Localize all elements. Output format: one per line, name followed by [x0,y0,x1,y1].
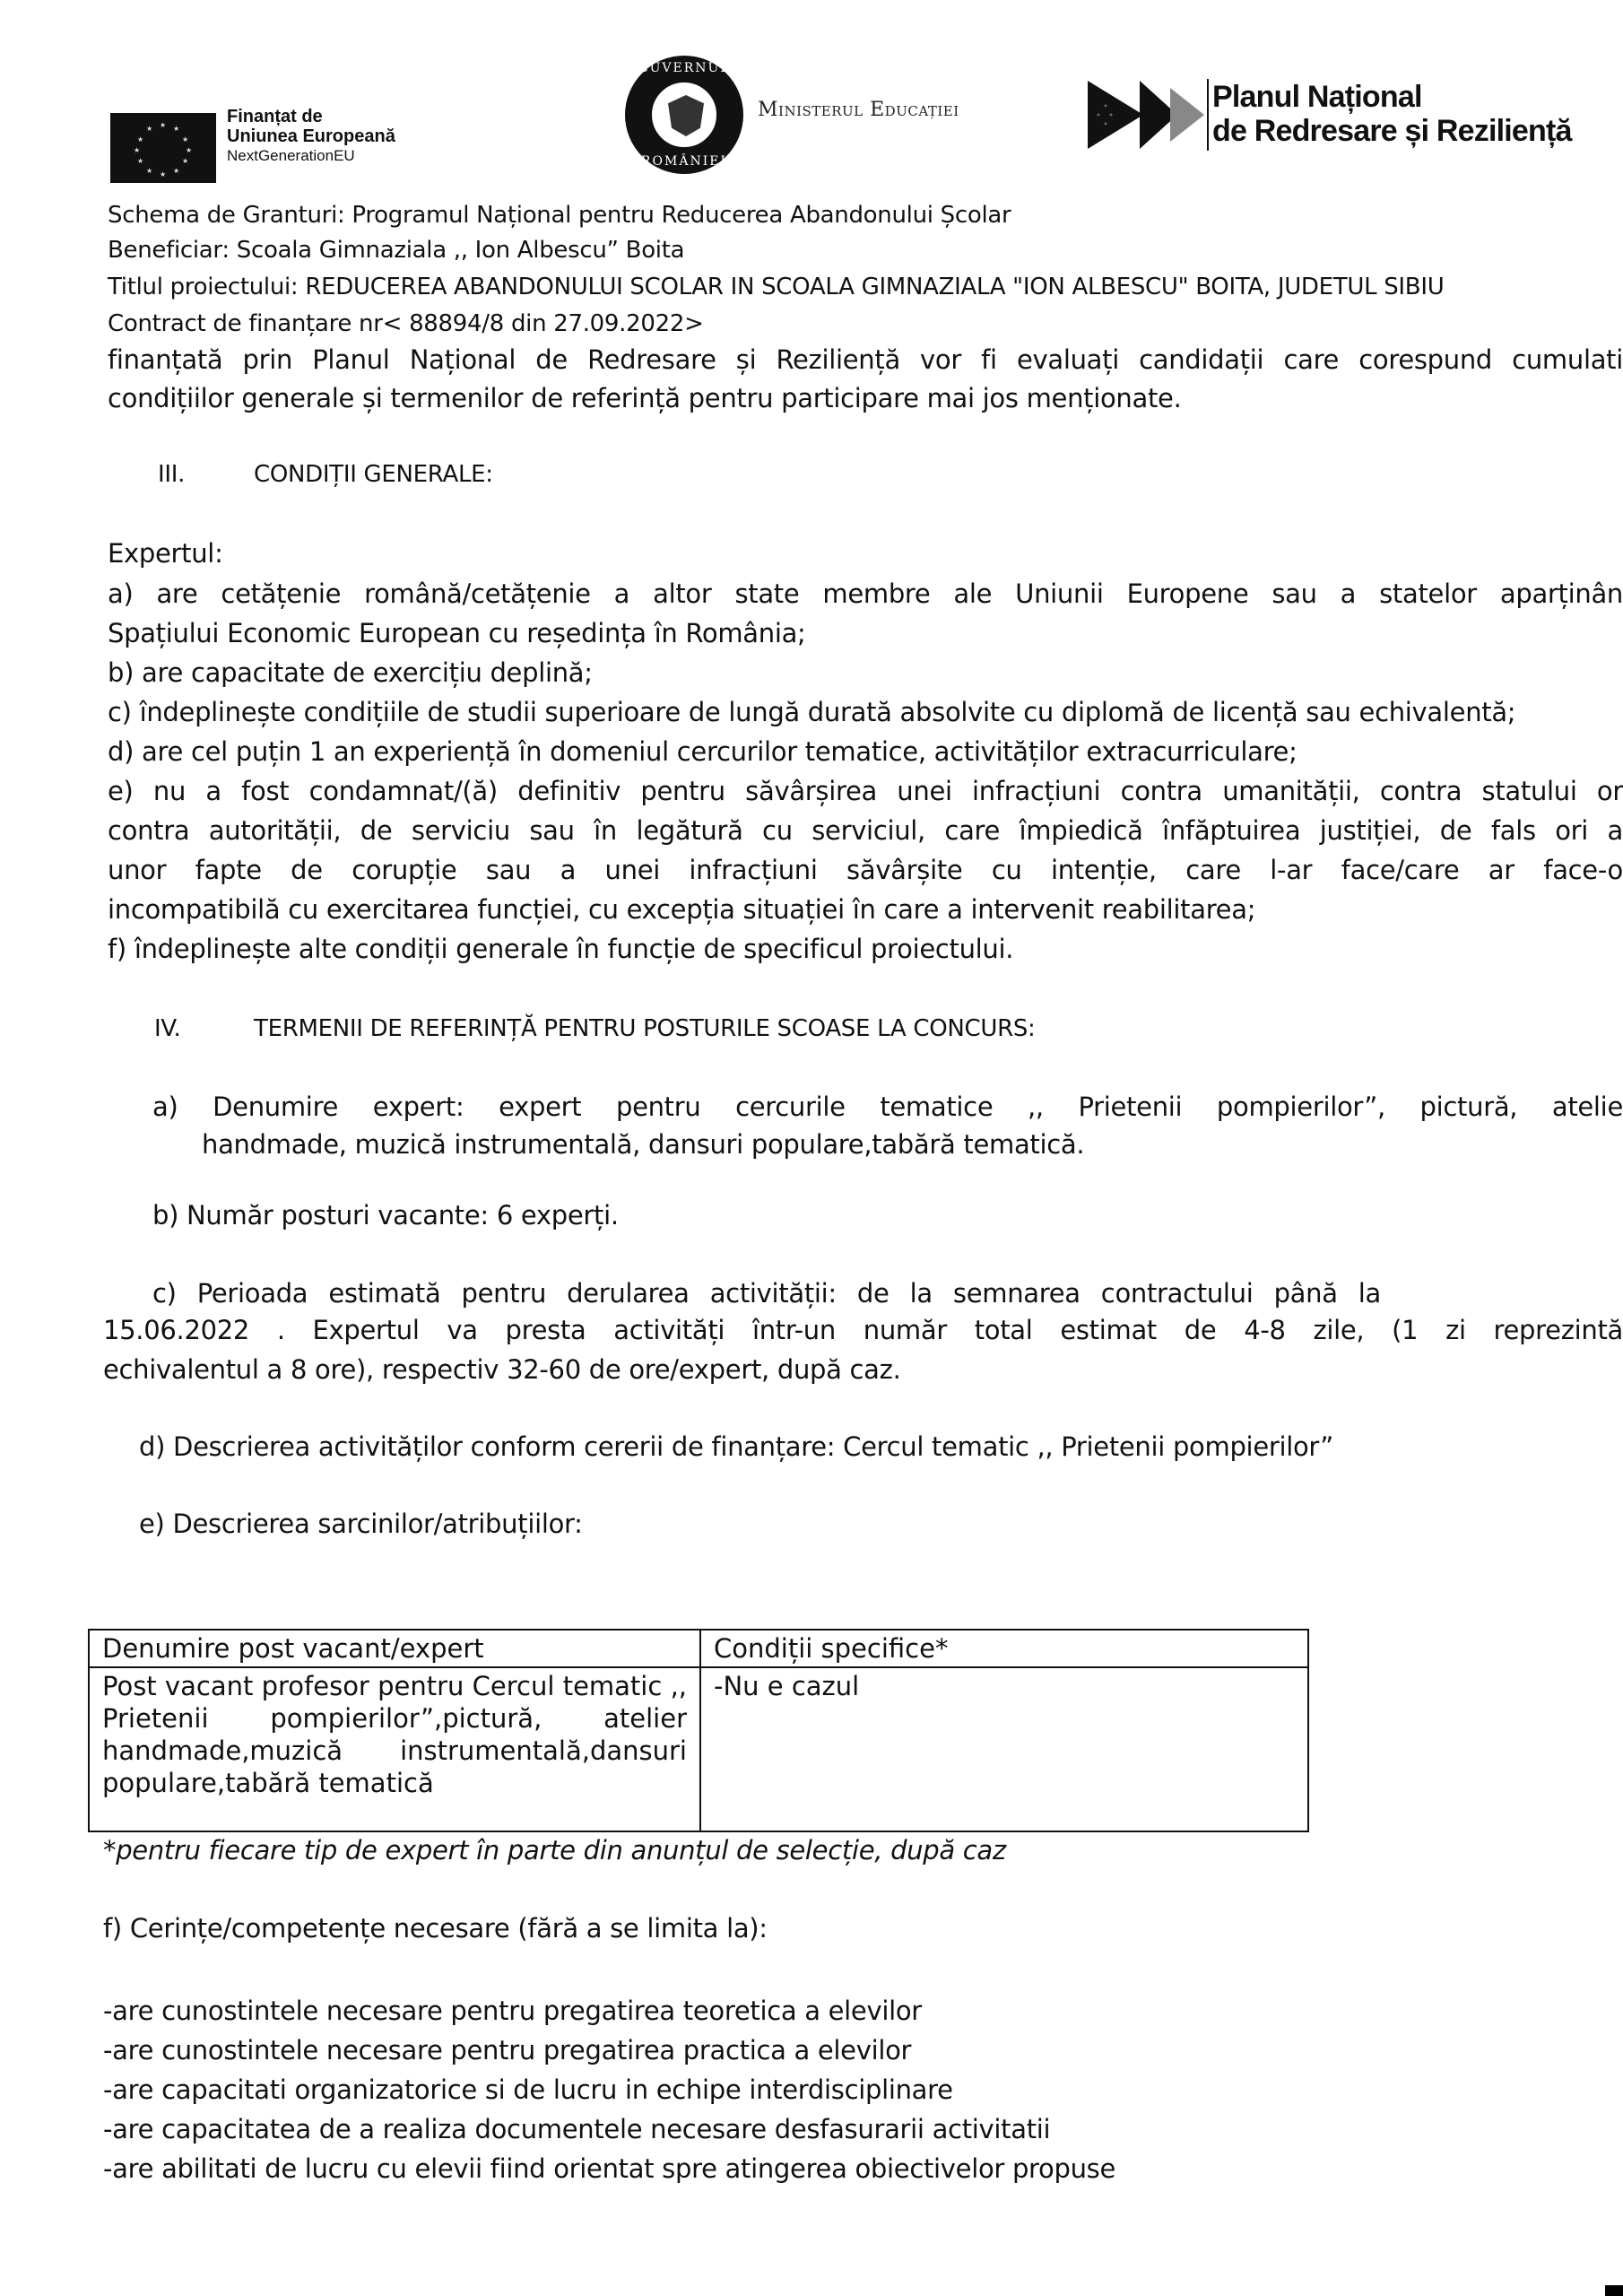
condition-a-line2: Spațiului Economic European cu reședința în România; [108,618,806,648]
section3-number: III. [158,461,186,488]
condition-a-line1: a) are cetățenie română/cetățenie a altor state membre ale Uniunii Europene sau a statelor aparținân [108,578,1623,609]
table-header-row [89,1630,1308,1667]
eu-line2: Uniunea Europeană [227,126,395,146]
requirement-item: -are capacitati organizatorice si de lucru in echipe interdisciplinare [103,2074,953,2105]
condition-e-line3: unor fapte de corupție sau a unei infracțiuni săvârșite cu intenție, care l-ar face/care ar face-o [108,855,1623,885]
beneficiary: Beneficiar: Scoala Gimnaziala ,, Ion Albescu” Boita [108,237,685,264]
cell-post-name: Post vacant profesor pentru Cercul tematic ,, Prietenii pompierilor”,pictură, atelier handmade,muzică instrumentală,dansuri populare,tabără tematică [89,1667,700,1831]
condition-e-line4: incompatibilă cu exercitarea funcției, cu excepția situației în care a intervenit reabilitarea; [108,894,1256,925]
header-specific-conditions: Condiții specifice* [700,1630,1308,1667]
eu-line1: Finanțat de [227,107,323,126]
posts-table [88,1629,1309,1832]
ministry-name: Ministerul Educației [758,99,959,121]
tasks-description-label: e) Descrierea sarcinilor/atribuțiilor: [139,1509,583,1539]
activities-description: d) Descrierea activităților conform cererii de finanțare: Cercul tematic ,, Prietenii pompierilor” [139,1431,1334,1462]
intro-line1: finanțată prin Planul Național de Redresare și Reziliență vor fi evaluați candidații care corespund cumulati [108,344,1623,375]
section4-title: TERMENII DE REFERINȚĂ PENTRU POSTURILE SCOASE LA CONCURS: [254,1015,1036,1042]
scan-edge-mark [1605,2285,1623,2296]
section3-title: CONDIȚII GENERALE: [254,461,493,488]
project-title: Titlul proiectului: REDUCEREA ABANDONULUI SCOLAR IN SCOALA GIMNAZIALA "ION ALBESCU" BOITA, JUDETUL SIBIU [108,274,1445,300]
condition-c: c) îndeplinește condițiile de studii superioare de lungă durată absolvite cu diplomă de licență sau echivalentă; [108,697,1516,727]
coat-of-arms-icon [668,95,704,136]
eu-flag-icon: ★ ★ ★ ★ ★ ★ ★ ★ ★ ★ ★ ★ [110,113,216,183]
cell-specific-conditions: -Nu e cazul [700,1667,1308,1831]
vacancies-count: b) Număr posturi vacante: 6 experți. [152,1200,619,1231]
eu-funding-label [227,107,395,166]
government-seal-icon [625,56,743,174]
requirement-item: -are cunostintele necesare pentru pregatirea teoretica a elevilor [103,1996,922,2026]
pnrr-label [1212,80,1572,148]
pnrr-line2: de Redresare și Reziliență [1212,114,1572,148]
condition-e-line2: contra autorității, de serviciu sau în legătură cu serviciul, care împiedică înfăptuirea justiției, de fals ori a [108,815,1623,846]
contract-number: Contract de finanțare nr< 88894/8 din 27.09.2022> [108,310,704,337]
requirement-item: -are capacitatea de a realiza documentele necesare desfasurarii activitatii [103,2114,1051,2144]
condition-e-line1: e) nu a fost condamnat/(ă) definitiv pentru săvârșirea unei infracțiuni contra umanității, contra statului or [108,776,1623,806]
table-row [89,1667,1308,1831]
intro-line2: condițiilor generale și termenilor de referință pentru participare mai jos menționate. [108,383,1182,413]
expert-name-line1: a) Denumire expert: expert pentru cercurile tematice ,, Prietenii pompierilor”, pictură, atelie [152,1091,1623,1122]
requirement-item: -are cunostintele necesare pentru pregatirea practica a elevilor [103,2035,912,2066]
header-post-name: Denumire post vacant/expert [89,1630,700,1667]
grant-scheme: Schema de Granturi: Programul Național pentru Reducerea Abandonului Școlar [108,202,1011,229]
seal-bottom-text: ROMÂNIEI [641,154,727,169]
seal-top-text: GUVERNUL [638,61,731,75]
section4-number: IV. [154,1015,181,1042]
eu-line3: NextGenerationEU [227,147,355,164]
condition-d: d) are cel puțin 1 an experiență în domeniul cercurilor tematice, activităților extracurriculare; [108,736,1298,767]
expert-name-line2: handmade, muzică instrumentală, dansuri populare,tabără tematică. [202,1129,1085,1160]
condition-b: b) are capacitate de exercițiu deplină; [108,657,593,688]
period-line2: 15.06.2022 . Expertul va presta activități într-un număr total estimat de 4-8 zile, (1 zi reprezintă [103,1315,1623,1345]
period-line1: c) Perioada estimată pentru derularea activității: de la semnarea contractului până la [152,1278,1381,1309]
pnrr-double-arrow-icon [1088,81,1206,149]
section3-subject: Expertul: [108,538,223,569]
pnrr-line1: Planul Național [1212,80,1422,114]
pnrr-divider [1207,79,1209,151]
table-footnote: *pentru fiecare tip de expert în parte din anunțul de selecție, după caz [103,1835,1006,1866]
requirement-item: -are abilitati de lucru cu elevii fiind orientat spre atingerea obiectivelor propuse [103,2153,1116,2184]
period-line3: echivalentul a 8 ore), respectiv 32-60 de ore/expert, după caz. [103,1354,901,1385]
requirements-title: f) Cerințe/competențe necesare (fără a se limita la): [103,1913,768,1944]
condition-f: f) îndeplinește alte condiții generale în funcție de specificul proiectului. [108,934,1014,964]
